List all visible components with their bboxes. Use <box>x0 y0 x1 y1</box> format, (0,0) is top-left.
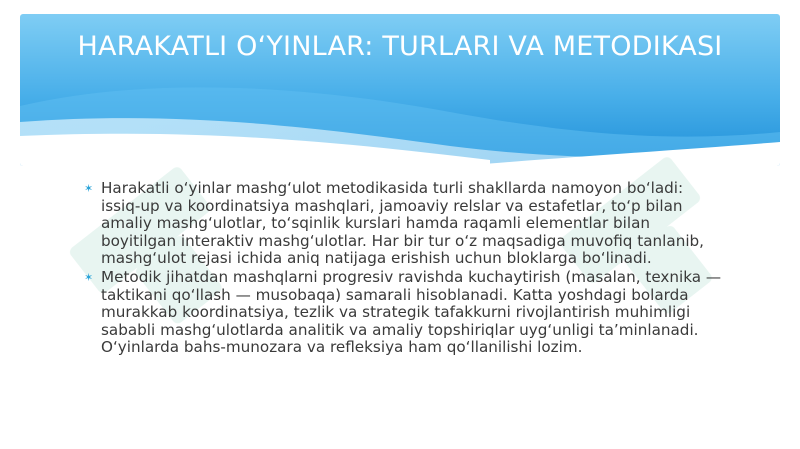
bullet-text: Harakatli o‘yinlar mashg‘ulot metodikasida turli shakllarda namoyon bo‘ladi: issiq-up va koordinatsiya mashqlari, jamoaviy relslar va estafetlar, to‘p bilan amaliy mashg‘ulotlar, to‘sqinlik kurslari hamda raqamli elementlar bilan boyitilgan interaktiv mashg‘ulotlar. Har bir tur o‘z maqsadiga muvofiq tanlanib, mashg‘ulot rejasi ichida aniq natijaga erishish uchun bloklarga bo‘linadi. <box>101 179 705 268</box>
title-banner <box>20 14 780 166</box>
bullet-list <box>84 180 724 358</box>
star-bullet-icon: ✶ <box>84 270 94 284</box>
list-item <box>84 180 724 268</box>
slide-title: HARAKATLI O‘YINLAR: TURLARI VA METODIKASI <box>77 31 723 62</box>
bullet-text: Metodik jihatdan mashqlarni progresiv ravishda kuchaytirish (masalan, texnika — taktikani qo‘llash — musobaqa) samarali hisoblanadi. Katta yoshdagi bolarda murakkab koordinatsiya, tezlik va strategik tafakkurni rivojlantirish muhimligi sababli mashg‘ulotlarda analitik va amaliy topshiriqlar uyg‘unligi ta’minlanadi. O‘yinlarda bahs-munozara va refleksiya ham qo‘llanilishi lozim. <box>101 267 722 357</box>
star-bullet-icon: ✶ <box>84 182 94 195</box>
list-item <box>84 269 724 357</box>
